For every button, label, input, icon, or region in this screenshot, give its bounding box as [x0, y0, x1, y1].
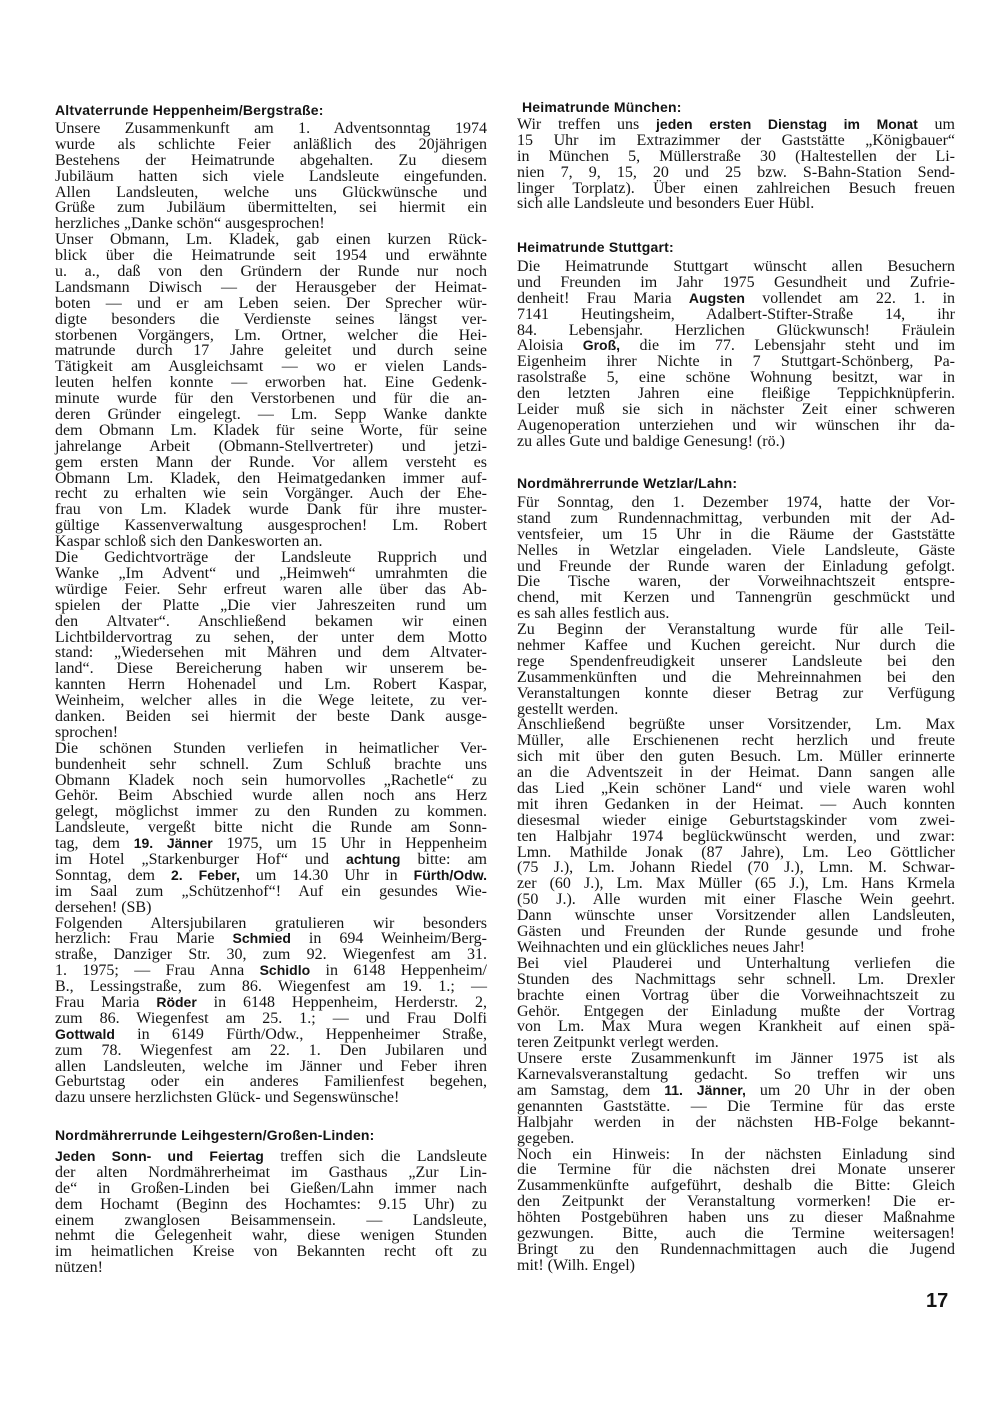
bold-text: Schidlo	[259, 962, 311, 979]
bold-text: jeden ersten Dienstag im Monat	[656, 116, 918, 132]
text-line: Eigenheim ihrer Nichte in 7 Stuttgart-Schönberg, Pa-	[517, 353, 955, 371]
text-line: zer (60 J.), Lm. Max Müller (65 J.), Lm. Hans Krmela	[517, 875, 955, 893]
text-segment: im Hotel „Starkenburger Hof“ und	[55, 850, 347, 868]
text-line: im heimatlichen Kreise von Bekannten recht oft zu	[55, 1243, 487, 1261]
text-line: Die Gedichtvorträge der Landsleute Rupprich und	[55, 549, 487, 567]
text-line: 7141 Heutingsheim, Adalbert-Stifter-Straße 14, ihr	[517, 305, 955, 323]
text-line: zum 86. Wiegenfest am 25. 1.; — und Frau Dolfi	[55, 1009, 487, 1027]
text-line: Zusammenkünften und die Mehreinnahmen bei den	[517, 668, 955, 686]
text-line: nützen!	[55, 1259, 103, 1277]
text-line: mit ihren Gedanken in der Heimat. — Auch konnten	[517, 795, 955, 813]
text-line	[55, 1027, 487, 1043]
text-line: chend, mit Kerzen und Tannengrün geschmückt und	[517, 589, 955, 607]
text-segment: um 20 Uhr in der oben	[745, 1081, 956, 1099]
text-segment: in 6148 Heppenheim/	[310, 962, 487, 980]
text-segment: treffen sich die Landsleute	[263, 1148, 488, 1165]
text-line: rasolstraße 5, eine schöne Wohnung besitzt, war in	[517, 369, 955, 387]
section-body	[517, 117, 955, 212]
text-line	[55, 836, 487, 852]
section-body	[517, 495, 955, 1274]
text-line: dem Hochamt (Beginn des Hochamtes: 9.15 Uhr) zu	[55, 1195, 487, 1213]
text-line: den letzten Jahren eine fleißige Teppichknüpferin.	[517, 385, 955, 403]
bold-text: 19. Jänner	[133, 835, 213, 852]
text-line: Noch ein Hinweis: In der nächsten Einladung sind	[517, 1145, 955, 1163]
text-line: das Lied „Kein schöner Land“ und viele waren wohl	[517, 780, 955, 798]
text-line: nehmt die Gelegenheit wahr, diese wenigen Stunden	[55, 1227, 487, 1245]
text-line: zum 78. Wiegenfest am 22. 1. Den Jubilaren und	[55, 1041, 487, 1059]
bold-text: Fürth/Odw.	[413, 866, 487, 883]
text-line	[55, 868, 487, 884]
text-line: allen Landsleuten, welche im Jänner und Feber ihren	[55, 1057, 487, 1075]
text-line: Obmann Kladek noch sein humorvolles „Rachetle“ zu	[55, 771, 487, 789]
text-segment: 1. 1975; — Frau Anna	[55, 962, 260, 980]
section-body	[55, 1149, 487, 1276]
bold-text: 11. Jänner,	[664, 1081, 746, 1098]
text-line	[55, 852, 487, 868]
text-line: Die schönen Stunden verliefen in heimatlicher Ver-	[55, 739, 487, 757]
bold-text: achtung	[346, 850, 401, 867]
text-line: zu alles Gute und baldige Genesung! (rö.)	[517, 432, 785, 450]
text-line: Anschließend begrüßte unser Vorsitzender, Lm. Max	[517, 716, 955, 734]
text-line: Dann wünschte unser Vorsitzender allen Landsleuten,	[517, 907, 955, 925]
text-line: Stunden des Nachmittags sehr schnell. Lm. Drexler	[517, 970, 955, 988]
text-line: gem ersten Mann der Runde. Vor allem versteht es	[55, 453, 487, 471]
text-line: gestellt werden.	[517, 700, 619, 718]
text-line: land“. Diese Bereicherung haben wir unserem be-	[55, 660, 487, 678]
text-line: spielen der Platte „Die vier Jahreszeiten rund um	[55, 596, 487, 614]
text-line: Gehör. Entgegen der Einladung mußte der Vortrag	[517, 1002, 955, 1020]
text-line: Bringt zu den Rundennachmittagen auch die Jugend	[517, 1240, 955, 1258]
text-line: Geburtstag oder ein anderes Familienfest begehen,	[55, 1073, 487, 1091]
text-line: stand: „Wiedersehen mit Mähren und dem Altvater-	[55, 644, 487, 662]
text-line: an die Adventszeit in der Heimat. Dann sangen alle	[517, 764, 955, 782]
text-line: Allen Landsleuten, welche uns Glückwünsche und	[55, 183, 487, 201]
page-number: 17	[926, 1290, 949, 1312]
text-segment: bitte: am	[400, 850, 487, 868]
text-line: sich alle Landsleute und besonders Euer Hübl.	[517, 195, 815, 213]
text-line: würdige Feier. Sehr erfreut waren alle über das Ab-	[55, 580, 487, 598]
text-line: blick über die Heimatrunde seit 1954 und erwähnte	[55, 247, 487, 265]
text-line: Gehör. Beim Abschied wurde allen noch ans Herz	[55, 787, 487, 805]
text-segment: Wir treffen uns	[517, 116, 657, 133]
text-segment: in 6149 Fürth/Odw., Heppenheimer Straße,	[114, 1025, 487, 1043]
text-line: ten Halbjahr 1974 beglückwünscht werden, und zwar:	[517, 827, 955, 845]
text-line: Zusammenkünfte aufgeführt, deshalb die Bitte: Gleich	[517, 1177, 955, 1195]
text-line	[55, 995, 487, 1011]
text-line: Die Tische waren, der Vorweihnachtszeit entspre-	[517, 573, 955, 591]
text-line: Unsere erste Zusammenkunft im Jänner 1975 ist als	[517, 1050, 955, 1068]
text-line: storbenen Vorgängers, Lm. Ortner, welcher die Hei-	[55, 326, 487, 344]
text-segment: um	[917, 116, 955, 133]
text-line: Für Sonntag, den 1. Dezember 1974, hatte der Vor-	[517, 494, 955, 511]
section-body	[55, 121, 487, 1106]
text-line: herzliches „Danke schön“ ausgesprochen!	[55, 215, 325, 233]
text-line: 84. Lebensjahr. Herzlichen Glückwunsch! Fräulein	[517, 321, 955, 339]
text-segment: Frau Maria	[55, 993, 157, 1011]
text-line: Zu Beginn der Veranstaltung wurde für alle Teil-	[517, 621, 955, 639]
text-segment: denheit! Frau Maria	[517, 289, 689, 307]
text-segment: in 694 Weinheim/Berg-	[290, 930, 487, 948]
text-line: Veranstaltungen konnte dieser Betrag zur Verfügung	[517, 684, 955, 702]
text-line: Gästen und Freunden der Runde gesunde und frohe	[517, 923, 955, 941]
text-segment: in 6148 Heppenheim, Herderstr. 2,	[196, 993, 487, 1011]
text-line: deren Gründer eingelegt. — Lm. Sepp Wanke dankte	[55, 406, 487, 424]
text-line: jahrelange Arbeit (Obmann-Stellvertreter) und jetzi-	[55, 437, 487, 455]
text-segment: Sonntag, dem	[55, 866, 172, 884]
text-line: Weinheim, welcher alles in die Wege leitete, zu ver-	[55, 692, 487, 710]
text-segment: um 14.30 Uhr in	[239, 866, 414, 884]
text-line: Halbjahr werden in der nächsten HB-Folge bekannt-	[517, 1113, 955, 1131]
text-line: dersehen! (SB)	[55, 898, 152, 916]
text-segment: die im 77. Lebensjahr steht und im	[620, 337, 956, 355]
text-line: Obmann Lm. Kladek, den Heimatgedanken immer auf-	[55, 469, 487, 487]
text-line: minute wurde für den Verstorbenen und für die an-	[55, 390, 487, 408]
text-segment: tag, dem	[55, 835, 134, 853]
text-line: 15 Uhr im Extrazimmer der Gaststätte „Königbauer“	[517, 131, 955, 149]
text-line: Bei viel Plauderei und Unterhaltung verliefen die	[517, 954, 955, 972]
text-line: höhten Postgebühren haben uns zu dieser Maßnahme	[517, 1209, 955, 1227]
bold-text: 2. Feber,	[171, 866, 240, 883]
text-line: gelegt, möglichst immer zu den Runden zu kommen.	[55, 803, 487, 821]
text-segment: herzlich: Frau Marie	[55, 930, 233, 948]
bold-text: Groß,	[582, 337, 621, 354]
text-line: gültige Kassenverwaltung ausgesprochen! Lm. Robert	[55, 517, 487, 535]
text-segment: 1975, um 15 Uhr in Heppenheim	[212, 835, 488, 853]
bold-text: Gottwald	[55, 1025, 115, 1042]
text-line: danken. Beiden sei hiermit der beste Dank ausge-	[55, 707, 487, 725]
text-line: Lichtbildervortrag zu sehen, der unter dem Motto	[55, 628, 487, 646]
text-line: Unser Obmann, Lm. Kladek, gab einen kurzen Rück-	[55, 231, 487, 249]
text-line: straße, Danziger Str. 30, zum 92. Wiegenfest am 31.	[55, 946, 487, 964]
text-line: es sah alles festlich aus.	[517, 605, 670, 623]
text-line: de“ in Großen-Linden bei Gießen/Lahn immer nach	[55, 1179, 487, 1197]
text-line: (75 J.), Lm. Johann Riedel (70 J.), Lmn. M. Schwar-	[517, 859, 955, 877]
bold-text: Schmied	[232, 930, 291, 947]
text-line: ventsfeier, um 15 Uhr in die Räume der Gaststätte	[517, 525, 955, 543]
section-heading: Altvaterrunde Heppenheim/Bergstraße:	[55, 102, 324, 118]
section-body	[517, 259, 955, 450]
text-line	[55, 963, 487, 979]
text-line: und Freunden im Jahr 1975 Gesundheit und Zufrie-	[517, 273, 955, 291]
text-line: Jubiläum hatten sich viele Landsleute eingefunden.	[55, 167, 487, 185]
text-line: linger Torplatz). Über einen zahlreichen Besuch freuen	[517, 179, 955, 197]
text-line: kannten Herrn Hohenadel und Lm. Robert Kaspar,	[55, 676, 487, 694]
text-line: matrunde durch 17 Jahre geleitet und durch seine	[55, 342, 487, 360]
text-line: diesesmal wieder einige Geburtstagskinder vom zwei-	[517, 811, 955, 829]
text-segment: vollendet am 22. 1. in	[744, 289, 956, 307]
text-line: sprochen!	[55, 723, 119, 741]
text-line	[517, 1083, 955, 1099]
text-line: nien 7, 9, 15, 20 und 25 bzw. S-Bahn-Station Send-	[517, 163, 955, 181]
text-line: teren Zeitpunkt verlegt werden.	[517, 1034, 719, 1052]
text-line: (50 J.). Alle wurden mit einer Flasche Wein geehrt.	[517, 891, 955, 909]
text-line: Landsmann Diwisch — der Herausgeber der Heimat-	[55, 278, 487, 296]
text-line: boten — und er am Leben seien. Der Sprecher wür-	[55, 294, 487, 312]
text-line: brachte einen Vortrag über die Vorweihnachtszeit zu	[517, 986, 955, 1004]
text-line: u. a., daß von den Gründern der Runde nur noch	[55, 263, 487, 281]
text-line	[55, 1149, 487, 1165]
text-line	[517, 338, 955, 354]
text-line: Weihnachten und ein glückliches neues Jahr!	[517, 938, 805, 956]
text-line: Augenoperation unterziehen und wir wünschen ihr da-	[517, 416, 955, 434]
text-line: genannten Gaststätte. — Die Termine für das erste	[517, 1097, 955, 1115]
text-segment: am Samstag, dem	[517, 1081, 665, 1099]
text-line: nehmer Kaffee und Kuchen gereicht. Nur durch die	[517, 637, 955, 655]
text-line: Lmn. Mathilde Jonak (87 Jahre), Lm. Leo Göttlicher	[517, 843, 955, 861]
text-line: leuten helfen konnte — erworben hat. Eine Gedenk-	[55, 374, 487, 392]
text-line: Nelles in Wetzlar eingeladen. Viele Landsleute, Gäste	[517, 541, 955, 559]
text-line: gegeben.	[517, 1129, 575, 1147]
text-line: recht zu erhalten wie sein Vorgänger. Auch der Ehe-	[55, 485, 487, 503]
text-line: frau von Lm. Kladek wurde Dank für ihre muster-	[55, 501, 487, 519]
text-line: Kaspar schloß sich den Dankesworten an.	[55, 533, 323, 551]
text-line: die Termine für die nächsten drei Monate unserer	[517, 1161, 955, 1179]
text-line: im Saal zum „Schützenhof“! Auf ein gesundes Wie-	[55, 882, 487, 900]
bold-text: Röder	[156, 993, 197, 1010]
text-line	[517, 117, 955, 133]
text-line: den Altvater“. Anschließend bekamen wir einen	[55, 612, 487, 630]
section-heading: Nordmährerrunde Leihgestern/Großen-Linden:	[55, 1127, 375, 1143]
text-line: sich mit über den guten Besuch. Lm. Müller erinnerte	[517, 748, 955, 766]
text-line: gezwungen. Bitte, auch die Termine weitersagen!	[517, 1224, 955, 1242]
text-line: dem Obmann Lm. Kladek für seine Worte, für seine	[55, 421, 487, 439]
text-line: von Lm. Max Mura wegen Krankheit auf einen spä-	[517, 1018, 955, 1036]
text-line	[55, 931, 487, 947]
text-line: dazu unsere herzlichsten Glück- und Segenswünsche!	[55, 1089, 400, 1107]
text-line: B., Lessingstraße, zum 86. Wiegenfest am 19. 1.; —	[55, 978, 487, 996]
text-line: digte besonders die Verdienste seines längst ver-	[55, 310, 487, 328]
text-line: Landsleute, vergeßt bitte nicht die Runde am Sonn-	[55, 819, 487, 837]
text-line: stand zum Rundennachmittag, verbunden mit der Ad-	[517, 509, 955, 527]
section-heading: Heimatrunde Stuttgart:	[517, 239, 674, 255]
text-line: den Zeitpunkt der Veranstaltung vormerken! Die er-	[517, 1193, 955, 1211]
text-line: wurde als schlichte Feier anläßlich des 20jährigen	[55, 135, 487, 153]
text-line: Müller, alle Erschienenen recht herzlich und freute	[517, 732, 955, 750]
text-line	[517, 291, 955, 307]
section-heading: Heimatrunde München:	[522, 99, 682, 115]
text-line: Folgenden Altersjubilaren gratulieren wir besonders	[55, 914, 487, 932]
text-line: Bestehens der Heimatrunde abgehalten. Zu diesem	[55, 151, 487, 169]
text-line: Tätigkeit am Ausgleichsamt — wo er vielen Lands-	[55, 358, 487, 376]
text-segment: Aloisia	[517, 337, 583, 355]
section-heading: Nordmährerrunde Wetzlar/Lahn:	[517, 475, 738, 491]
text-line: Wanke „Im Advent“ und „Heimweh“ umrahmten die	[55, 564, 487, 582]
text-line: Karnevalsveranstaltung gedacht. So treffen wir uns	[517, 1066, 955, 1084]
text-line: Grüße zum Jubiläum übermittelten, sei hiermit ein	[55, 199, 487, 217]
bold-text: Augsten	[688, 289, 745, 306]
text-line: mit! (Wilh. Engel)	[517, 1256, 635, 1274]
text-line: bundenheit sehr schnell. Zum Schluß brachte uns	[55, 755, 487, 773]
bold-text: Jeden Sonn- und Feiertag	[55, 1148, 264, 1164]
text-line: einem zwanglosen Beisammensein. — Landsleute,	[55, 1211, 487, 1229]
text-line: in München 5, Müllerstraße 30 (Haltestellen der Li-	[517, 147, 955, 165]
text-line: Leider muß sie sich in nächster Zeit einer schweren	[517, 401, 955, 419]
text-line: Unsere Zusammenkunft am 1. Adventsonntag 1974	[55, 120, 487, 137]
text-line: und Freunde der Runde waren der Einladung gefolgt.	[517, 557, 955, 575]
text-line: Die Heimatrunde Stuttgart wünscht allen Besuchern	[517, 258, 955, 275]
text-line: rege Spendenfreudigkeit unserer Landsleute bei den	[517, 652, 955, 670]
text-line: der alten Nordmährerheimat im Gasthaus „Zur Lin-	[55, 1163, 487, 1181]
